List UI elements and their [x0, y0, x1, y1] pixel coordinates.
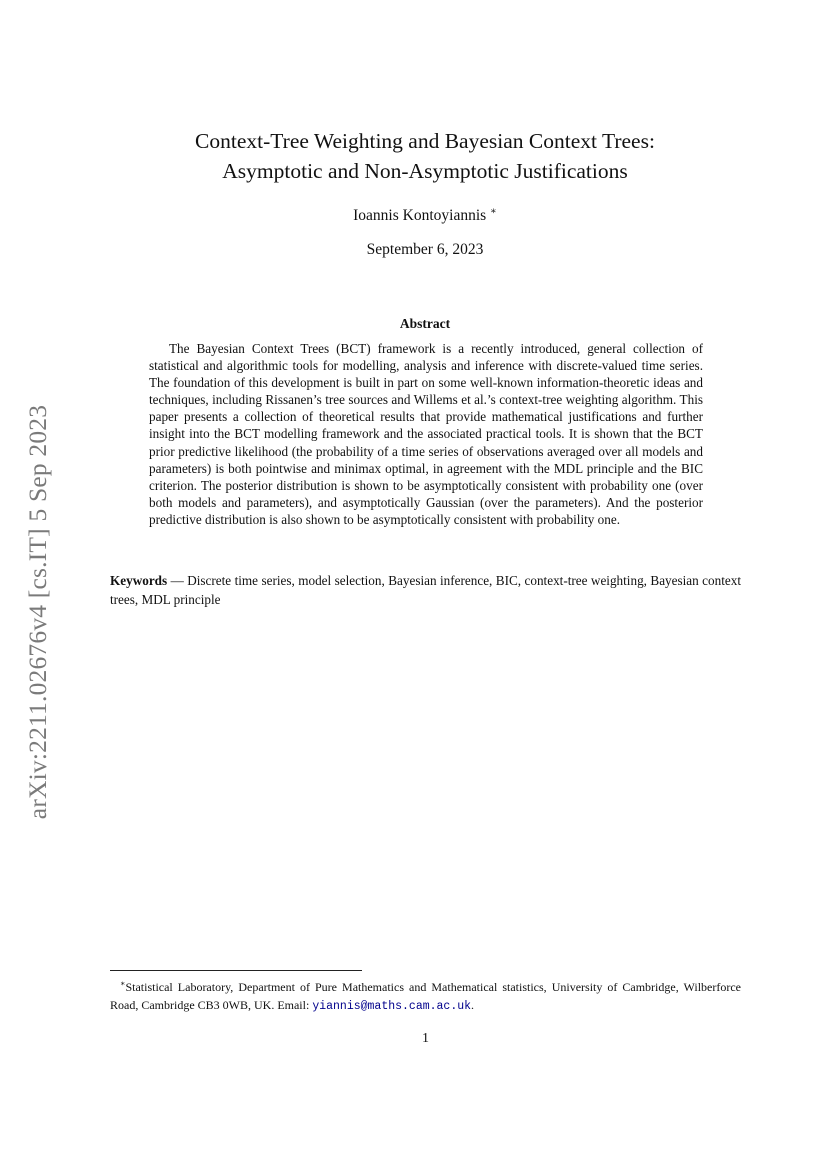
- paper-date: September 6, 2023: [366, 241, 484, 258]
- title-line-1: Context-Tree Weighting and Bayesian Context Trees:: [195, 129, 655, 153]
- keywords-paragraph: [110, 571, 741, 609]
- author-line: [110, 206, 740, 225]
- footnote-divider: [110, 970, 362, 971]
- abstract-heading: Abstract: [399, 316, 451, 331]
- author-name: Ioannis Kontoyiannis: [353, 207, 487, 224]
- footnote-text: Statistical Laboratory, Department of Pure Mathematics and Mathematical statistics, University of Cambridge, Wilberforce Road, Cambridge CB3 0WB, UK. Email:: [110, 980, 741, 1012]
- footnote-end: .: [471, 997, 475, 1012]
- footnote: [110, 975, 741, 1015]
- arxiv-identifier-stamp: arXiv:2211.02676v4 [cs.IT] 5 Sep 2023: [23, 404, 52, 820]
- page-number: 1: [422, 1031, 429, 1046]
- keywords-text: Discrete time series, model selection, Bayesian inference, BIC, context-tree weighting, Bayesian context trees, MDL principle: [110, 573, 741, 607]
- keywords-separator: —: [167, 573, 188, 588]
- footnote-mark: ∗: [120, 979, 126, 988]
- title-line-2: Asymptotic and Non-Asymptotic Justifications: [222, 159, 628, 183]
- keywords-label: Keywords: [110, 573, 168, 588]
- paper-title: [110, 126, 740, 186]
- abstract-body: The Bayesian Context Trees (BCT) framework is a recently introduced, general collection of statistical and algorithmic tools for modelling, analysis and inference with discrete-valued time series. The foundation of this development is built in part on some well-known information-theoretic ideas and techniques, including Rissanen’s tree sources and Willems et al.’s context-tree weighting algorithm. This paper presents a collection of theoretical results that provide mathematical justifications and further insight into the BCT modelling framework and the associated practical tools. It is shown that the BCT prior predictive likelihood (the probability of a time series of observations averaged over all models and parameters) is both pointwise and minimax optimal, in agreement with the MDL principle and the BIC criterion. The posterior distribution is shown to be asymptotically consistent with probability one (over both models and parameters), and asymptotically Gaussian (over the parameters). And the posterior predictive distribution is also shown to be asymptotically consistent with probability one.: [149, 341, 703, 527]
- author-footnote-mark[interactable]: ∗: [490, 206, 497, 217]
- email-link[interactable]: yiannis@maths.cam.ac.uk: [312, 999, 472, 1013]
